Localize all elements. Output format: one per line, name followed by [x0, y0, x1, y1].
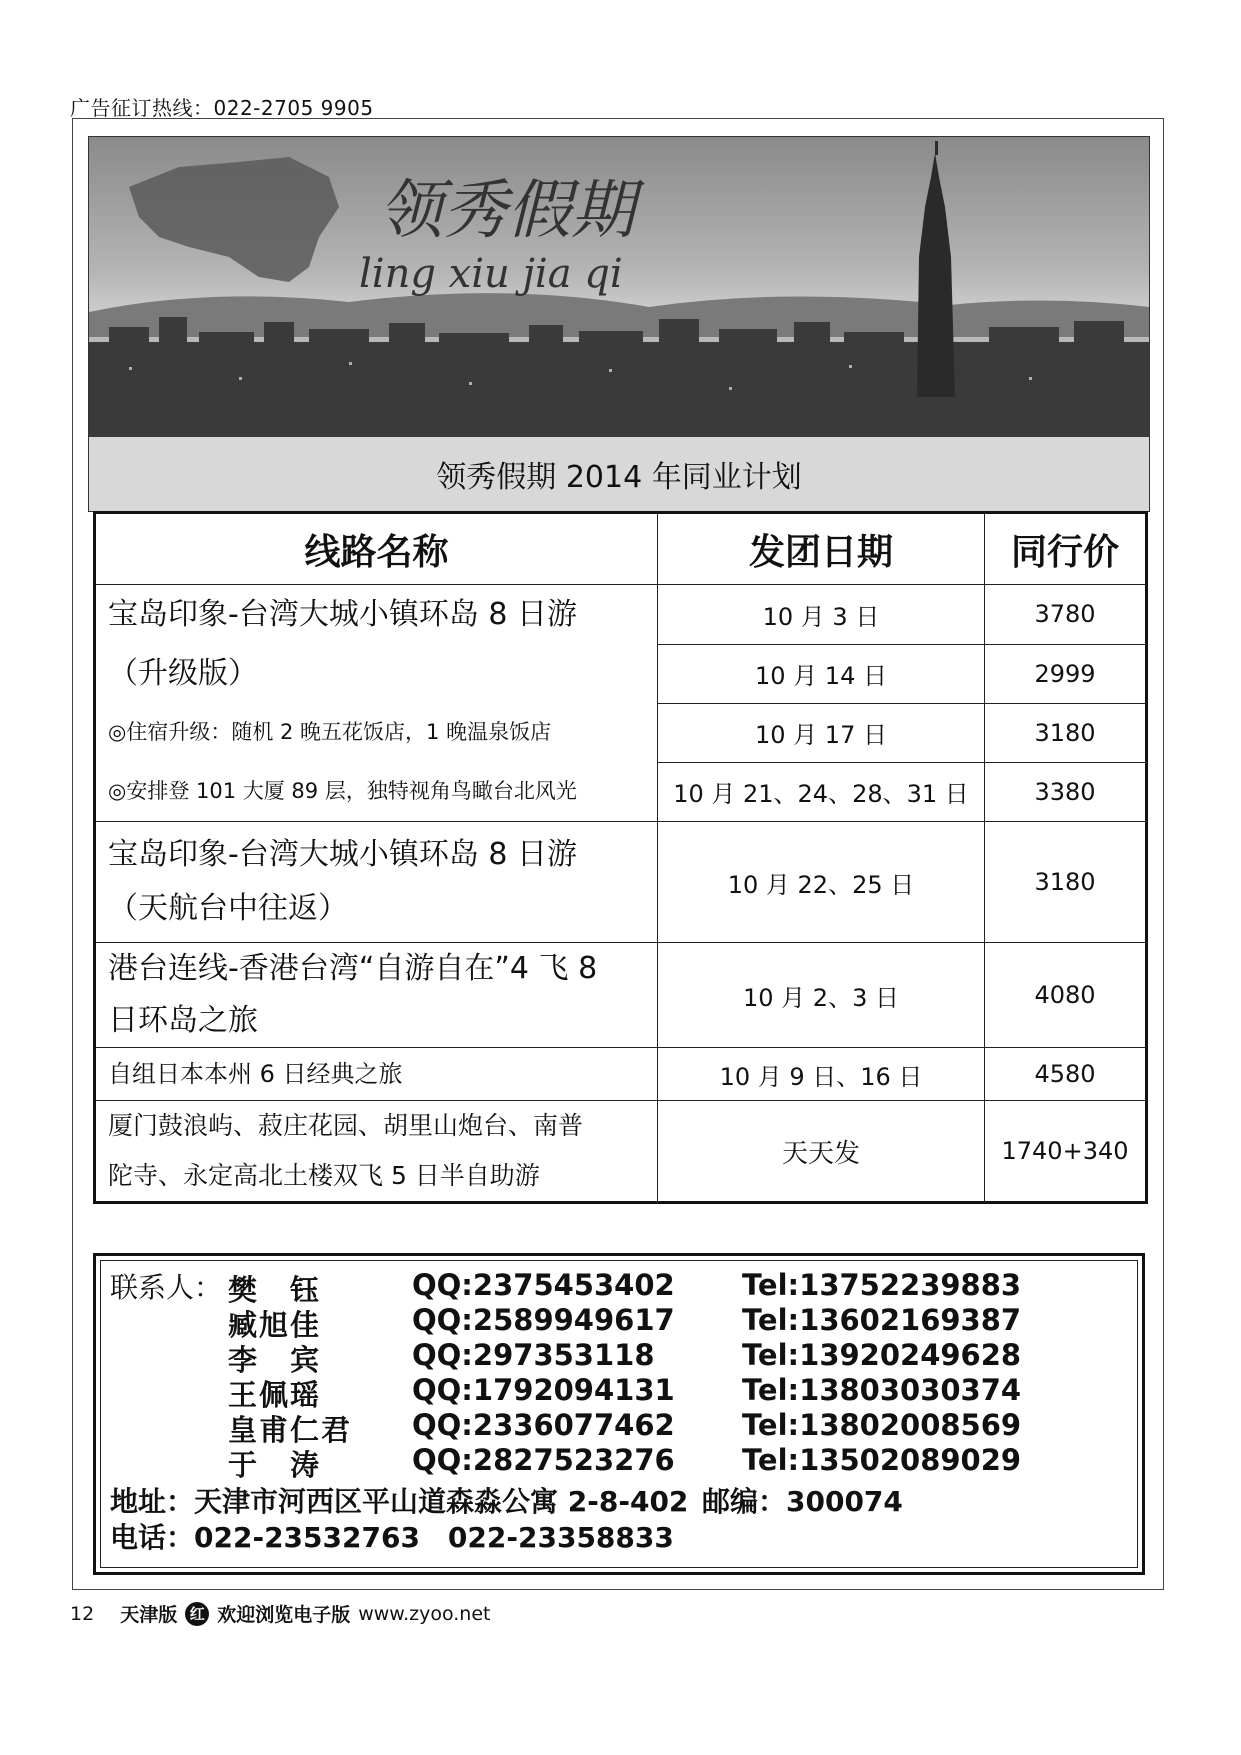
contact-name: 王佩瑶	[228, 1378, 322, 1412]
contact-name: 皇甫仁君	[228, 1413, 353, 1447]
contact-name: 臧旭佳	[228, 1308, 322, 1342]
contact-qq: QQ:2589949617	[412, 1303, 675, 1337]
logo-chinese: 领秀假期	[379, 174, 635, 248]
price: 4080	[985, 943, 1147, 1048]
contact-row	[96, 1373, 1142, 1411]
route-name: 自组日本本州 6 日经典之旅	[95, 1048, 658, 1101]
departure-date: 10 月 3 日	[658, 585, 985, 645]
column-header-date: 发团日期	[658, 513, 985, 585]
contact-label: 联系人：	[110, 1271, 223, 1304]
route-name-line2: （天航台中往返）	[108, 891, 348, 926]
edition-label: 天津版	[120, 1604, 178, 1626]
table-header-row	[95, 513, 1147, 585]
banner-image	[88, 136, 1150, 438]
contact-row	[96, 1443, 1142, 1481]
departure-date: 10 月 14 日	[658, 644, 985, 703]
page-number: 12	[70, 1602, 95, 1625]
departure-date: 天天发	[658, 1101, 985, 1203]
table-row	[95, 644, 1147, 703]
page-footer	[70, 1600, 491, 1627]
contact-box	[93, 1253, 1145, 1575]
office-phone: 电话：022-23532763 022-23358833	[110, 1521, 674, 1554]
contact-qq: QQ:2375453402	[412, 1268, 675, 1302]
contact-qq: QQ:2827523276	[412, 1443, 675, 1477]
departure-date: 10 月 2、3 日	[658, 943, 985, 1048]
price: 2999	[985, 644, 1147, 703]
address: 地址：天津市河西区平山道森淼公寓 2-8-402	[110, 1485, 689, 1518]
price: 4580	[985, 1048, 1147, 1101]
price: 3780	[985, 585, 1147, 645]
contact-name: 樊 钰	[228, 1273, 322, 1307]
itinerary-table	[93, 511, 1148, 1204]
route-name-line2: 日环岛之旅	[108, 1003, 258, 1038]
contact-row	[96, 1408, 1142, 1446]
table-row	[95, 943, 1147, 1048]
contact-row	[96, 1303, 1142, 1341]
ad-hotline: 广告征订热线：022-2705 9905	[70, 96, 374, 120]
hong-badge-icon: 红	[185, 1602, 209, 1626]
table-row	[95, 762, 1147, 822]
contact-tel: Tel:13920249628	[742, 1338, 1022, 1372]
contact-qq: QQ:1792094131	[412, 1373, 675, 1407]
price: 3380	[985, 762, 1147, 822]
contact-tel: Tel:13502089029	[742, 1443, 1022, 1477]
price: 3180	[985, 822, 1147, 943]
price: 3180	[985, 703, 1147, 762]
contact-qq: QQ:2336077462	[412, 1408, 675, 1442]
column-header-price: 同行价	[985, 513, 1147, 585]
route-name-line1: 厦门鼓浪屿、菽庄花园、胡里山炮台、南普	[108, 1111, 584, 1140]
city-skyline-illustration	[89, 137, 1149, 437]
contact-qq: QQ:297353118	[412, 1338, 655, 1372]
website-link[interactable]: www.zyoo.net	[358, 1602, 491, 1625]
table-row	[95, 703, 1147, 762]
route-name	[95, 822, 658, 943]
table-row	[95, 1048, 1147, 1101]
departure-date: 10 月 22、25 日	[658, 822, 985, 943]
route-note: ◎住宿升级：随机 2 晚五花饭店，1 晚温泉饭店	[95, 703, 658, 762]
route-name-line2: 陀寺、永定高北土楼双飞 5 日半自助游	[108, 1161, 540, 1190]
contact-tel: Tel:13802008569	[742, 1408, 1022, 1442]
table-row	[95, 822, 1147, 943]
contact-row	[96, 1338, 1142, 1376]
contact-tel: Tel:13752239883	[742, 1268, 1022, 1302]
welcome-text: 欢迎浏览电子版	[217, 1604, 351, 1626]
route-name-line2: （升级版）	[95, 644, 658, 703]
departure-date: 10 月 17 日	[658, 703, 985, 762]
logo-pinyin: ling xiu jia qi	[359, 251, 623, 297]
contact-row	[96, 1268, 1142, 1306]
route-name-line1: 宝岛印象-台湾大城小镇环岛 8 日游	[108, 837, 577, 872]
contact-tel: Tel:13602169387	[742, 1303, 1022, 1337]
contact-name: 李 宾	[228, 1343, 322, 1377]
contact-tel: Tel:13803030374	[742, 1373, 1022, 1407]
departure-date: 10 月 9 日、16 日	[658, 1048, 985, 1101]
route-name	[95, 1101, 658, 1203]
route-name	[95, 943, 658, 1048]
route-note: ◎安排登 101 大厦 89 层，独特视角鸟瞰台北风光	[95, 762, 658, 822]
postcode: 邮编：300074	[702, 1485, 903, 1518]
table-row	[95, 585, 1147, 645]
contact-name: 于 涛	[228, 1448, 322, 1482]
column-header-route: 线路名称	[95, 513, 658, 585]
price: 1740+340	[985, 1101, 1147, 1203]
departure-date: 10 月 21、24、28、31 日	[658, 762, 985, 822]
route-name-line1: 港台连线-香港台湾“自游自在”4 飞 8	[108, 951, 598, 986]
table-row	[95, 1101, 1147, 1203]
route-name: 宝岛印象-台湾大城小镇环岛 8 日游	[95, 585, 658, 645]
plan-title: 领秀假期 2014 年同业计划	[88, 437, 1150, 512]
